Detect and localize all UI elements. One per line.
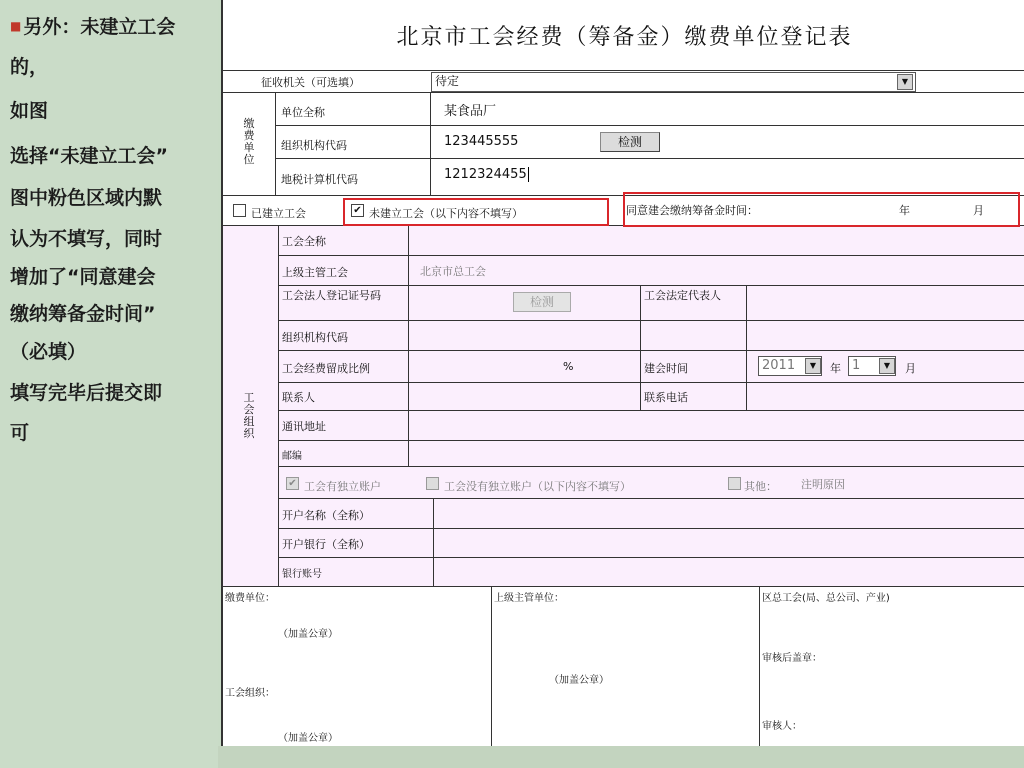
collector-label: 征收机关（可选填） <box>261 76 360 89</box>
note-line-5: 图中粉色区域内默 <box>10 187 163 209</box>
chevron-down-icon[interactable]: ▼ <box>897 74 913 90</box>
collector-select[interactable] <box>431 72 916 92</box>
bank-name-label: 开户名称（全称） <box>282 509 370 522</box>
slide-bottom-strip <box>218 746 1024 768</box>
union-not-established-checkbox[interactable]: ✔ <box>351 204 364 217</box>
registration-form <box>221 0 1024 746</box>
union-not-established-label: 未建立工会（以下内容不填写） <box>369 207 523 220</box>
agree-time-label: 同意建会缴纳筹备金时间： <box>626 204 758 217</box>
founded-month-value: 1 <box>852 358 861 373</box>
ratio-unit: % <box>563 360 574 373</box>
address-label: 通讯地址 <box>282 420 326 433</box>
footer-review-seal: 审核后盖章： <box>762 653 822 664</box>
reg-cert-label: 工会法人登记证号码 <box>282 289 381 302</box>
chevron-down-icon[interactable]: ▼ <box>879 358 895 374</box>
note-line-11: 可 <box>10 422 30 444</box>
footer-union-seal: （加盖公章） <box>278 733 338 744</box>
note-line-1: ■ 另外：未建立工会 <box>10 16 176 38</box>
note-line-10: 填写完毕后提交即 <box>10 382 163 404</box>
form-title: 北京市工会经费（筹备金）缴费单位登记表 <box>396 25 853 50</box>
footer-union-org: 工会组织： <box>225 688 275 699</box>
superior-union-label: 上级主管工会 <box>282 266 348 279</box>
union-org-code-label: 组织机构代码 <box>282 331 348 344</box>
footer-payer-seal: （加盖公章） <box>278 629 338 640</box>
footer-district-union: 区总工会(局、总公司、产业) <box>762 593 890 604</box>
agree-month-unit: 月 <box>973 204 984 217</box>
founded-label: 建会时间 <box>644 362 688 375</box>
phone-label: 联系电话 <box>644 391 688 404</box>
instruction-panel <box>0 0 218 768</box>
check-org-code-button[interactable]: 检测 <box>600 132 660 152</box>
tax-code-label: 地税计算机代码 <box>281 173 358 186</box>
note-line-2: 的， <box>10 56 49 78</box>
union-section-label: 工会组织 <box>243 391 255 440</box>
note-line-8: 缴纳筹备金时间” <box>10 303 156 325</box>
acct-none-label: 工会没有独立账户（以下内容不填写） <box>444 480 631 493</box>
union-established-checkbox[interactable] <box>233 204 246 217</box>
unit-name-label: 单位全称 <box>281 106 325 119</box>
acct-none-checkbox[interactable] <box>426 477 439 490</box>
tax-code-field[interactable]: 1212324455 <box>444 167 527 182</box>
org-code-field[interactable]: 123445555 <box>444 134 519 149</box>
contact-label: 联系人 <box>282 391 315 404</box>
org-code-label: 组织机构代码 <box>281 139 347 152</box>
bank-account-label: 银行账号 <box>282 569 322 580</box>
collector-select-value: 待定 <box>435 74 460 88</box>
acct-other-checkbox[interactable] <box>728 477 741 490</box>
note-line-6: 认为不填写，同时 <box>10 228 163 250</box>
union-full-name-label: 工会全称 <box>282 235 326 248</box>
unit-name-field[interactable]: 某食品厂 <box>444 104 497 119</box>
acct-independent-label: 工会有独立账户 <box>304 480 381 493</box>
founded-year-unit: 年 <box>830 362 841 375</box>
founded-year-value: 2011 <box>762 358 796 373</box>
check-reg-cert-button[interactable]: 检测 <box>513 292 571 312</box>
chevron-down-icon[interactable]: ▼ <box>805 358 821 374</box>
union-established-label: 已建立工会 <box>251 207 306 220</box>
founded-month-unit: 月 <box>905 362 916 375</box>
payer-section-label: 缴费单位 <box>243 117 255 166</box>
postcode-label: 邮编 <box>282 451 302 462</box>
note-line-9: （必填） <box>10 341 87 363</box>
superior-union-value: 北京市总工会 <box>420 265 486 278</box>
footer-superior-seal: （加盖公章） <box>549 675 609 686</box>
note-line-7: 增加了“同意建会 <box>10 266 156 288</box>
footer-reviewer: 审核人： <box>762 721 802 732</box>
footer-payer-unit: 缴费单位： <box>225 593 275 604</box>
acct-other-label: 其他： <box>744 480 777 493</box>
bank-label: 开户银行（全称） <box>282 538 370 551</box>
legal-rep-label: 工会法定代表人 <box>644 289 721 302</box>
bullet-icon: ■ <box>10 19 22 33</box>
acct-other-reason-field[interactable]: 注明原因 <box>801 478 845 491</box>
agree-year-unit: 年 <box>899 204 910 217</box>
acct-independent-checkbox[interactable]: ✔ <box>286 477 299 490</box>
footer-superior-unit: 上级主管单位： <box>494 593 564 604</box>
note-line-4: 选择“未建立工会” <box>10 145 168 167</box>
note-line-3: 如图 <box>10 100 49 122</box>
ratio-label: 工会经费留成比例 <box>282 362 370 375</box>
